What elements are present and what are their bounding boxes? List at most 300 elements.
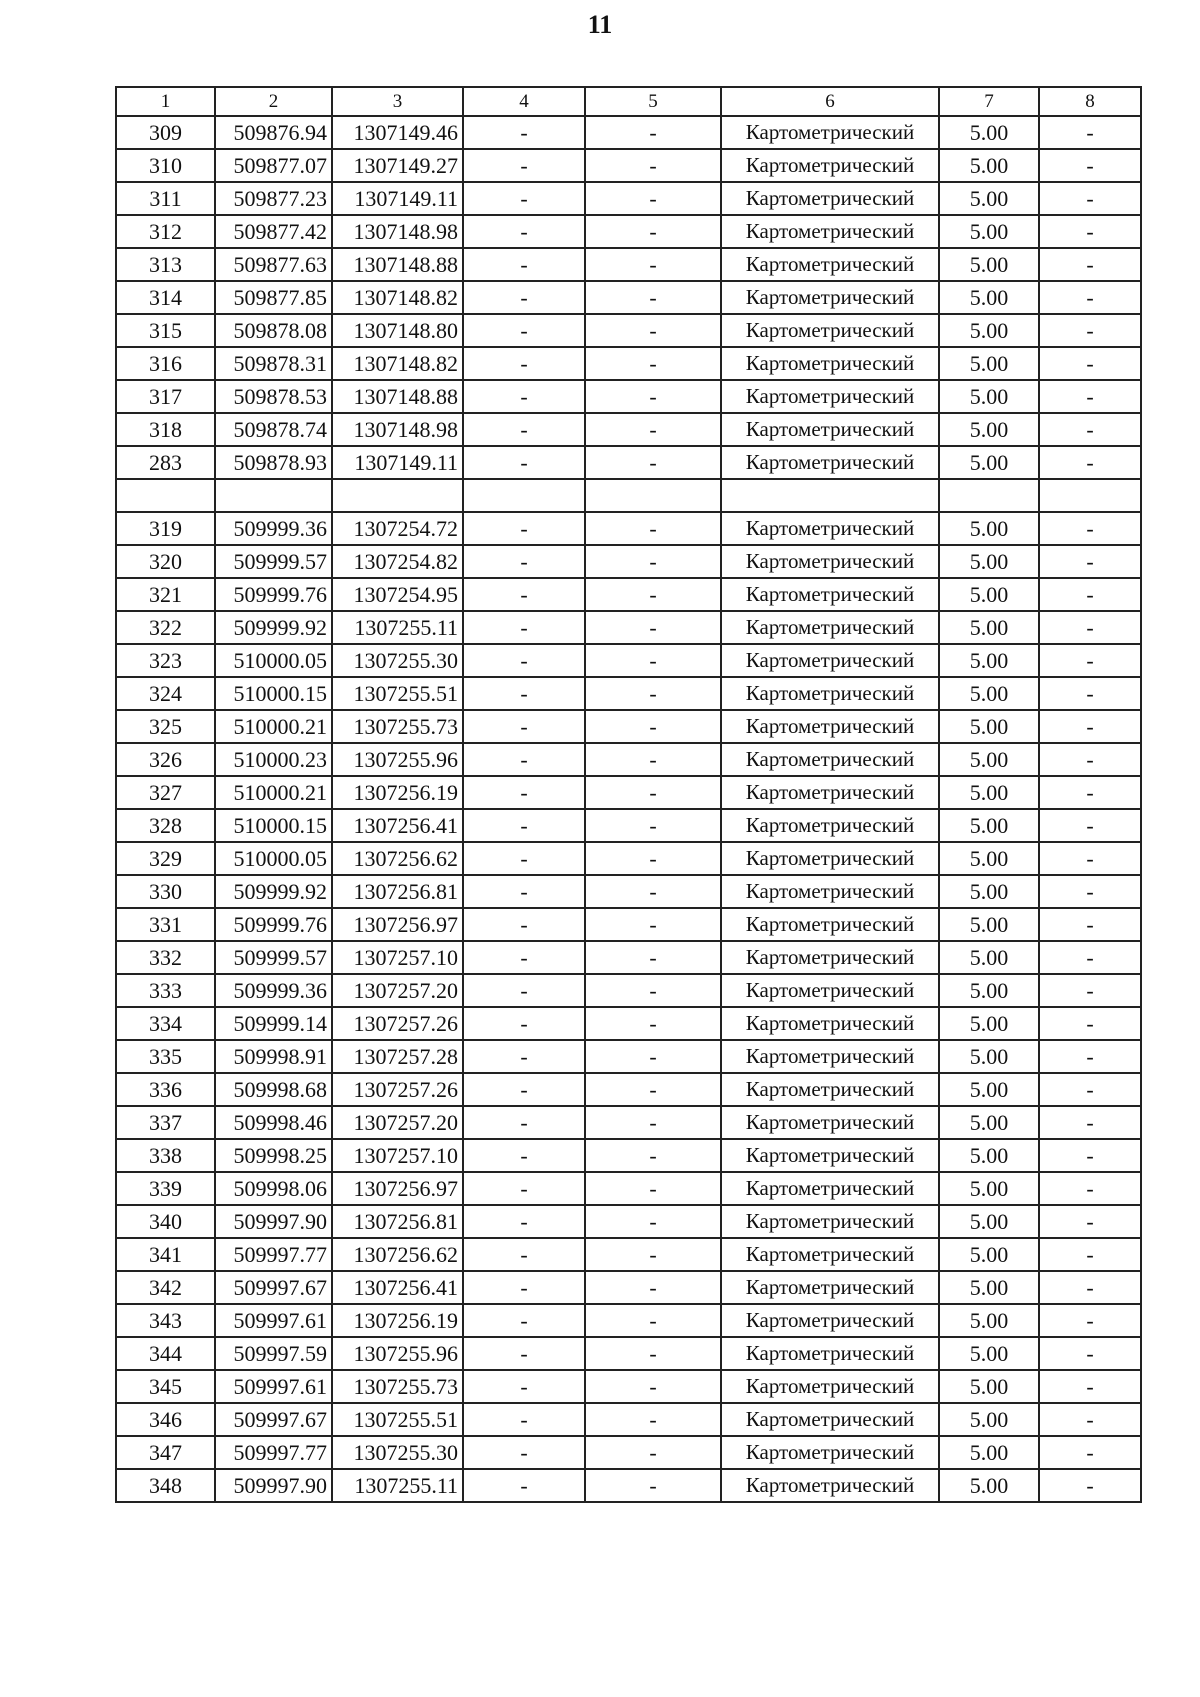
table-cell-col-4: - (463, 380, 585, 413)
table-cell-col-5: - (585, 545, 721, 578)
table-cell-col-4: - (463, 578, 585, 611)
column-header: 4 (463, 87, 585, 116)
table-cell-coord-x: 509877.42 (215, 215, 332, 248)
table-row (116, 1436, 1141, 1469)
table-cell-col-8: - (1039, 1304, 1141, 1337)
table-row (116, 1337, 1141, 1370)
table-cell-coord-y: 1307256.97 (332, 908, 463, 941)
table-cell-col-4: - (463, 248, 585, 281)
table-cell-method: Картометрический (721, 1040, 939, 1073)
table-cell-col-4: - (463, 512, 585, 545)
table-cell-method (721, 479, 939, 512)
table-cell-accuracy: 5.00 (939, 578, 1039, 611)
table-cell-coord-y: 1307148.98 (332, 413, 463, 446)
table-cell-method: Картометрический (721, 1172, 939, 1205)
table-cell-method: Картометрический (721, 215, 939, 248)
table-cell-col-8: - (1039, 611, 1141, 644)
table-cell-col-8: - (1039, 1238, 1141, 1271)
table-cell-method: Картометрический (721, 875, 939, 908)
table-cell-point-number: 321 (116, 578, 215, 611)
table-cell-point-number: 310 (116, 149, 215, 182)
table-cell-col-4: - (463, 1304, 585, 1337)
table-cell-coord-y: 1307256.19 (332, 1304, 463, 1337)
table-cell-coord-y: 1307148.98 (332, 215, 463, 248)
table-cell-coord-y: 1307255.51 (332, 1403, 463, 1436)
table-cell-col-5: - (585, 1040, 721, 1073)
table-cell-method: Картометрический (721, 1007, 939, 1040)
table-cell-col-8: - (1039, 1469, 1141, 1502)
table-row (116, 1205, 1141, 1238)
table-cell-col-8: - (1039, 1106, 1141, 1139)
table-cell-method: Картометрический (721, 776, 939, 809)
coordinates-table (115, 86, 1142, 1503)
table-cell-point-number: 315 (116, 314, 215, 347)
table-cell-coord-y: 1307256.97 (332, 1172, 463, 1205)
table-cell-col-4: - (463, 776, 585, 809)
table-cell-col-5: - (585, 1403, 721, 1436)
table-cell-accuracy: 5.00 (939, 1205, 1039, 1238)
table-cell-coord-x: 509997.61 (215, 1304, 332, 1337)
table-row (116, 1370, 1141, 1403)
column-header: 2 (215, 87, 332, 116)
table-cell-col-8: - (1039, 941, 1141, 974)
table-cell-coord-x: 509878.31 (215, 347, 332, 380)
table-cell-accuracy: 5.00 (939, 908, 1039, 941)
table-cell-accuracy: 5.00 (939, 446, 1039, 479)
table-cell-coord-x: 509878.74 (215, 413, 332, 446)
table-cell-col-8: - (1039, 1337, 1141, 1370)
table-cell-point-number: 326 (116, 743, 215, 776)
table-cell-col-8: - (1039, 842, 1141, 875)
table-row (116, 611, 1141, 644)
table-cell-accuracy: 5.00 (939, 809, 1039, 842)
table-cell-col-5: - (585, 116, 721, 149)
table-row (116, 116, 1141, 149)
table-cell-coord-x: 509999.14 (215, 1007, 332, 1040)
table-cell-col-8: - (1039, 1205, 1141, 1238)
table-cell-point-number: 317 (116, 380, 215, 413)
table-cell-col-4: - (463, 611, 585, 644)
table-cell-point-number: 343 (116, 1304, 215, 1337)
table-cell-coord-y: 1307257.26 (332, 1073, 463, 1106)
table-cell-point-number: 336 (116, 1073, 215, 1106)
table-cell-col-4: - (463, 1172, 585, 1205)
table-cell-accuracy: 5.00 (939, 545, 1039, 578)
table-cell-accuracy: 5.00 (939, 1139, 1039, 1172)
table-cell-method: Картометрический (721, 1370, 939, 1403)
table-cell-col-8: - (1039, 1073, 1141, 1106)
table-cell-accuracy: 5.00 (939, 611, 1039, 644)
table-cell-col-5: - (585, 380, 721, 413)
table-row (116, 776, 1141, 809)
table-cell-point-number: 332 (116, 941, 215, 974)
table-cell-col-5: - (585, 1007, 721, 1040)
table-cell-point-number: 344 (116, 1337, 215, 1370)
table-row (116, 1304, 1141, 1337)
table-cell-coord-y: 1307257.20 (332, 1106, 463, 1139)
table-cell-col-5: - (585, 677, 721, 710)
table-row (116, 1172, 1141, 1205)
table-row (116, 347, 1141, 380)
table-cell-point-number: 347 (116, 1436, 215, 1469)
table-cell-coord-y: 1307257.10 (332, 1139, 463, 1172)
table-row (116, 248, 1141, 281)
table-cell-col-5: - (585, 1370, 721, 1403)
table-cell-col-8: - (1039, 776, 1141, 809)
table-cell-accuracy: 5.00 (939, 1271, 1039, 1304)
table-cell-col-8: - (1039, 1007, 1141, 1040)
table-cell-coord-y: 1307256.19 (332, 776, 463, 809)
column-header: 1 (116, 87, 215, 116)
table-row (116, 215, 1141, 248)
table-cell-accuracy: 5.00 (939, 248, 1039, 281)
table-cell-coord-y: 1307149.11 (332, 182, 463, 215)
table-cell-coord-y: 1307148.82 (332, 347, 463, 380)
table-cell-accuracy: 5.00 (939, 1403, 1039, 1436)
table-cell-method: Картометрический (721, 380, 939, 413)
table-cell-coord-x: 509999.57 (215, 545, 332, 578)
table-cell-col-5: - (585, 809, 721, 842)
table-cell-method: Картометрический (721, 1271, 939, 1304)
table-cell-method: Картометрический (721, 116, 939, 149)
table-cell-coord-x: 509999.57 (215, 941, 332, 974)
table-cell-col-8: - (1039, 545, 1141, 578)
table-cell-col-8: - (1039, 512, 1141, 545)
column-header: 8 (1039, 87, 1141, 116)
table-cell-coord-x: 509999.76 (215, 908, 332, 941)
table-cell-col-5: - (585, 1139, 721, 1172)
table-cell-accuracy: 5.00 (939, 380, 1039, 413)
table-cell-coord-y (332, 479, 463, 512)
table-cell-method: Картометрический (721, 941, 939, 974)
table-cell-point-number: 311 (116, 182, 215, 215)
table-cell-col-4: - (463, 1106, 585, 1139)
table-cell-method: Картометрический (721, 611, 939, 644)
table-cell-method: Картометрический (721, 182, 939, 215)
table-cell-coord-y: 1307256.81 (332, 875, 463, 908)
table-cell-coord-x: 509998.68 (215, 1073, 332, 1106)
table-cell-method: Картометрический (721, 842, 939, 875)
table-cell-coord-y: 1307256.62 (332, 842, 463, 875)
table-cell-accuracy: 5.00 (939, 974, 1039, 1007)
table-cell-col-5: - (585, 578, 721, 611)
table-cell-point-number: 323 (116, 644, 215, 677)
table-cell-accuracy: 5.00 (939, 1040, 1039, 1073)
table-cell-coord-x: 509998.46 (215, 1106, 332, 1139)
table-cell-coord-y: 1307255.96 (332, 743, 463, 776)
table-header-row (116, 87, 1141, 116)
table-cell-col-8: - (1039, 380, 1141, 413)
table-cell-point-number: 335 (116, 1040, 215, 1073)
table-row (116, 479, 1141, 512)
table-row (116, 908, 1141, 941)
table-cell-method: Картометрический (721, 578, 939, 611)
table-row (116, 1403, 1141, 1436)
table-cell-coord-x: 509999.76 (215, 578, 332, 611)
table-cell-col-5: - (585, 941, 721, 974)
table-cell-coord-x: 509999.36 (215, 512, 332, 545)
table-cell-col-8: - (1039, 875, 1141, 908)
table-cell-method: Картометрический (721, 1403, 939, 1436)
column-header: 3 (332, 87, 463, 116)
table-cell-col-8: - (1039, 182, 1141, 215)
table-cell-col-5: - (585, 215, 721, 248)
table-cell-point-number: 340 (116, 1205, 215, 1238)
table-cell-accuracy: 5.00 (939, 281, 1039, 314)
table-cell-method: Картометрический (721, 1238, 939, 1271)
table-cell-point-number: 327 (116, 776, 215, 809)
table-cell-col-4: - (463, 1271, 585, 1304)
table-cell-col-8: - (1039, 710, 1141, 743)
table-cell-coord-y: 1307148.82 (332, 281, 463, 314)
table-cell-col-8: - (1039, 446, 1141, 479)
table-cell-point-number: 348 (116, 1469, 215, 1502)
table-row (116, 1139, 1141, 1172)
table-cell-accuracy: 5.00 (939, 314, 1039, 347)
table-cell-col-4: - (463, 446, 585, 479)
table-cell-coord-x: 509998.06 (215, 1172, 332, 1205)
table-cell-col-4 (463, 479, 585, 512)
table-cell-col-4: - (463, 1139, 585, 1172)
table-cell-col-8: - (1039, 1370, 1141, 1403)
table-cell-coord-x: 509877.23 (215, 182, 332, 215)
table-cell-coord-x: 510000.15 (215, 809, 332, 842)
table-cell-col-5: - (585, 149, 721, 182)
table-cell-accuracy: 5.00 (939, 644, 1039, 677)
table-cell-coord-x: 509876.94 (215, 116, 332, 149)
table-row (116, 842, 1141, 875)
table-row (116, 974, 1141, 1007)
table-cell-col-4: - (463, 1469, 585, 1502)
table-cell-point-number (116, 479, 215, 512)
table-row (116, 1106, 1141, 1139)
table-cell-accuracy: 5.00 (939, 149, 1039, 182)
table-cell-col-5: - (585, 347, 721, 380)
table-cell-method: Картометрический (721, 1469, 939, 1502)
table-cell-point-number: 346 (116, 1403, 215, 1436)
table-cell-point-number: 318 (116, 413, 215, 446)
table-cell-col-8: - (1039, 413, 1141, 446)
table-cell-coord-y: 1307257.20 (332, 974, 463, 1007)
table-cell-method: Картометрический (721, 314, 939, 347)
table-cell-method: Картометрический (721, 1205, 939, 1238)
table-cell-method: Картометрический (721, 809, 939, 842)
table-cell-coord-y: 1307149.11 (332, 446, 463, 479)
table-cell-col-8: - (1039, 578, 1141, 611)
table-cell-coord-y: 1307148.88 (332, 248, 463, 281)
table-cell-coord-x: 509999.92 (215, 875, 332, 908)
table-cell-point-number: 324 (116, 677, 215, 710)
table-cell-point-number: 316 (116, 347, 215, 380)
table-cell-accuracy: 5.00 (939, 743, 1039, 776)
table-cell-accuracy: 5.00 (939, 347, 1039, 380)
table-cell-col-4: - (463, 347, 585, 380)
table-cell-col-8: - (1039, 1271, 1141, 1304)
table-row (116, 1271, 1141, 1304)
table-cell-coord-x: 509997.59 (215, 1337, 332, 1370)
table-cell-accuracy: 5.00 (939, 1106, 1039, 1139)
table-cell-accuracy: 5.00 (939, 413, 1039, 446)
table-cell-col-8: - (1039, 1436, 1141, 1469)
table-cell-col-5: - (585, 248, 721, 281)
table-cell-point-number: 325 (116, 710, 215, 743)
table-cell-col-5: - (585, 644, 721, 677)
table-cell-coord-y: 1307255.51 (332, 677, 463, 710)
table-cell-coord-y: 1307255.30 (332, 644, 463, 677)
table-cell-col-4: - (463, 1007, 585, 1040)
table-cell-coord-x: 510000.05 (215, 644, 332, 677)
table-cell-coord-x: 509997.77 (215, 1238, 332, 1271)
table-cell-coord-x: 509878.08 (215, 314, 332, 347)
table-cell-col-5: - (585, 512, 721, 545)
table-cell-point-number: 334 (116, 1007, 215, 1040)
table-cell-coord-x: 509877.85 (215, 281, 332, 314)
table-cell-coord-x: 509999.92 (215, 611, 332, 644)
table-row (116, 281, 1141, 314)
table-cell-col-5: - (585, 1271, 721, 1304)
table-cell-accuracy: 5.00 (939, 941, 1039, 974)
table-cell-coord-y: 1307256.62 (332, 1238, 463, 1271)
table-cell-accuracy: 5.00 (939, 1304, 1039, 1337)
table-cell-col-4: - (463, 1205, 585, 1238)
table-cell-col-4: - (463, 974, 585, 1007)
table-row (116, 1469, 1141, 1502)
table-cell-coord-y: 1307256.41 (332, 1271, 463, 1304)
column-header: 6 (721, 87, 939, 116)
table-cell-col-8: - (1039, 1040, 1141, 1073)
table-cell-method: Картометрический (721, 743, 939, 776)
table-cell-coord-x: 509878.93 (215, 446, 332, 479)
table-cell-col-5: - (585, 776, 721, 809)
table-cell-col-5: - (585, 974, 721, 1007)
table-cell-accuracy: 5.00 (939, 215, 1039, 248)
table-cell-coord-x: 509877.63 (215, 248, 332, 281)
table-cell-coord-x: 509997.77 (215, 1436, 332, 1469)
table-cell-col-5: - (585, 413, 721, 446)
table-cell-col-5: - (585, 1337, 721, 1370)
table-cell-point-number: 345 (116, 1370, 215, 1403)
table-cell-coord-y: 1307149.27 (332, 149, 463, 182)
table-cell-col-4: - (463, 1238, 585, 1271)
table-cell-accuracy: 5.00 (939, 512, 1039, 545)
table-cell-col-5: - (585, 875, 721, 908)
table-cell-col-5: - (585, 842, 721, 875)
table-cell-col-5: - (585, 314, 721, 347)
table-cell-coord-x: 510000.05 (215, 842, 332, 875)
table-cell-col-8: - (1039, 116, 1141, 149)
table-cell-coord-y: 1307256.41 (332, 809, 463, 842)
table-cell-method: Картометрический (721, 413, 939, 446)
table-cell-coord-y: 1307255.73 (332, 710, 463, 743)
table-cell-method: Картометрический (721, 1073, 939, 1106)
table-cell-coord-x: 509997.67 (215, 1271, 332, 1304)
table-row (116, 644, 1141, 677)
table-cell-col-4: - (463, 215, 585, 248)
table-cell-col-5: - (585, 1238, 721, 1271)
table-cell-accuracy: 5.00 (939, 1337, 1039, 1370)
table-cell-coord-x: 510000.23 (215, 743, 332, 776)
table-cell-method: Картометрический (721, 1337, 939, 1370)
table-cell-col-8: - (1039, 677, 1141, 710)
table-cell-accuracy: 5.00 (939, 710, 1039, 743)
table-cell-accuracy: 5.00 (939, 1436, 1039, 1469)
table-cell-method: Картометрический (721, 545, 939, 578)
table-cell-col-4: - (463, 875, 585, 908)
table-cell-method: Картометрический (721, 1139, 939, 1172)
table-cell-col-8: - (1039, 281, 1141, 314)
table-cell-point-number: 331 (116, 908, 215, 941)
table-cell-point-number: 338 (116, 1139, 215, 1172)
table-cell-method: Картометрический (721, 974, 939, 1007)
table-cell-col-4: - (463, 1040, 585, 1073)
table-cell-point-number: 322 (116, 611, 215, 644)
table-row (116, 578, 1141, 611)
table-row (116, 677, 1141, 710)
table-cell-col-4: - (463, 1403, 585, 1436)
table-cell-method: Картометрический (721, 248, 939, 281)
table-cell-accuracy: 5.00 (939, 1238, 1039, 1271)
table-cell-coord-y: 1307254.82 (332, 545, 463, 578)
table-cell-coord-y: 1307254.72 (332, 512, 463, 545)
table-cell-col-8: - (1039, 215, 1141, 248)
table-cell-method: Картометрический (721, 149, 939, 182)
table-cell-col-5: - (585, 743, 721, 776)
table-cell-col-4: - (463, 116, 585, 149)
table-cell-point-number: 328 (116, 809, 215, 842)
table-cell-coord-x: 510000.21 (215, 776, 332, 809)
table-row (116, 1238, 1141, 1271)
table-cell-accuracy (939, 479, 1039, 512)
column-header: 7 (939, 87, 1039, 116)
table-cell-accuracy: 5.00 (939, 1172, 1039, 1205)
table-cell-col-8: - (1039, 314, 1141, 347)
table-cell-point-number: 333 (116, 974, 215, 1007)
table-cell-coord-y: 1307255.96 (332, 1337, 463, 1370)
table-cell-method: Картометрический (721, 281, 939, 314)
table-cell-col-5: - (585, 1172, 721, 1205)
table-cell-method: Картометрический (721, 347, 939, 380)
table-cell-accuracy: 5.00 (939, 1073, 1039, 1106)
table-cell-col-8: - (1039, 908, 1141, 941)
table-cell-col-4: - (463, 1073, 585, 1106)
table-cell-coord-x: 509877.07 (215, 149, 332, 182)
table-cell-col-4: - (463, 710, 585, 743)
table-cell-col-5: - (585, 1073, 721, 1106)
table-cell-col-5 (585, 479, 721, 512)
table-row (116, 809, 1141, 842)
table-cell-coord-y: 1307257.26 (332, 1007, 463, 1040)
table-cell-coord-x: 509997.67 (215, 1403, 332, 1436)
table-cell-method: Картометрический (721, 710, 939, 743)
table-cell-col-4: - (463, 281, 585, 314)
table-cell-col-5: - (585, 281, 721, 314)
table-cell-col-5: - (585, 1469, 721, 1502)
table-cell-point-number: 283 (116, 446, 215, 479)
table-cell-coord-y: 1307255.30 (332, 1436, 463, 1469)
table-row (116, 512, 1141, 545)
table-cell-col-4: - (463, 1370, 585, 1403)
table-cell-col-5: - (585, 1436, 721, 1469)
table-cell-coord-x: 509997.61 (215, 1370, 332, 1403)
table-cell-point-number: 319 (116, 512, 215, 545)
table-cell-coord-y: 1307255.73 (332, 1370, 463, 1403)
table-cell-coord-x (215, 479, 332, 512)
table-cell-coord-y: 1307148.80 (332, 314, 463, 347)
table-cell-accuracy: 5.00 (939, 875, 1039, 908)
table-cell-col-4: - (463, 1436, 585, 1469)
table-cell-col-5: - (585, 1106, 721, 1139)
table-row (116, 314, 1141, 347)
